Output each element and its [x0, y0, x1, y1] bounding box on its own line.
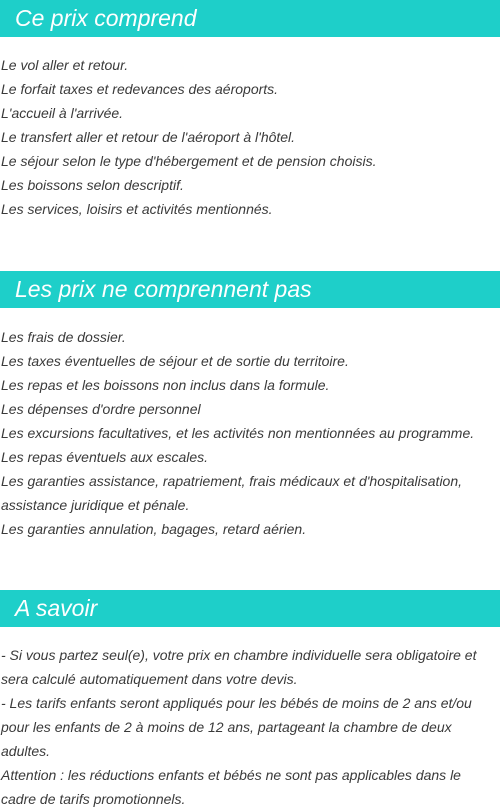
section-header: Ce prix comprend	[0, 0, 500, 37]
list-item: Les repas éventuels aux escales.	[1, 449, 209, 465]
list-item: - Si vous partez seul(e), votre prix en chambre individuelle sera obligatoire et sera calculé automatiquement dans votre devis.	[1, 647, 477, 687]
includes-list	[0, 53, 500, 221]
excludes-list	[0, 325, 500, 541]
list-item: Les taxes éventuelles de séjour et de sortie du territoire.	[1, 353, 349, 369]
list-item: L'accueil à l'arrivée.	[1, 105, 124, 121]
list-item: Les dépenses d'ordre personnel	[1, 401, 201, 417]
list-item: Le vol aller et retour.	[1, 57, 129, 73]
list-item: Les garanties annulation, bagages, retard aérien.	[1, 521, 307, 537]
list-item: Les services, loisirs et activités mentionnés.	[1, 201, 273, 217]
list-item: Le séjour selon le type d'hébergement et de pension choisis.	[1, 153, 377, 169]
list-item: Les repas et les boissons non inclus dans la formule.	[1, 377, 330, 393]
list-item: Le transfert aller et retour de l'aéroport à l'hôtel.	[1, 129, 296, 145]
section-price-includes	[0, 0, 500, 221]
section-price-excludes	[0, 271, 500, 541]
section-good-to-know	[0, 590, 500, 811]
list-item: Les frais de dossier.	[1, 329, 126, 345]
notes-list	[0, 643, 500, 811]
list-item: Les garanties assistance, rapatriement, frais médicaux et d'hospitalisation, assistance juridique et pénale.	[1, 473, 463, 513]
section-header: Les prix ne comprennent pas	[0, 271, 500, 308]
section-header: A savoir	[0, 590, 500, 627]
list-item: Le forfait taxes et redevances des aéroports.	[1, 81, 279, 97]
list-item: Attention : les réductions enfants et bébés ne sont pas applicables dans le cadre de tarifs promotionnels.	[1, 767, 461, 807]
list-item: - Les tarifs enfants seront appliqués pour les bébés de moins de 2 ans et/ou pour les enfants de 2 à moins de 12 ans, partageant la chambre de deux adultes.	[1, 695, 472, 759]
list-item: Les excursions facultatives, et les activités non mentionnées au programme.	[1, 425, 475, 441]
list-item: Les boissons selon descriptif.	[1, 177, 184, 193]
